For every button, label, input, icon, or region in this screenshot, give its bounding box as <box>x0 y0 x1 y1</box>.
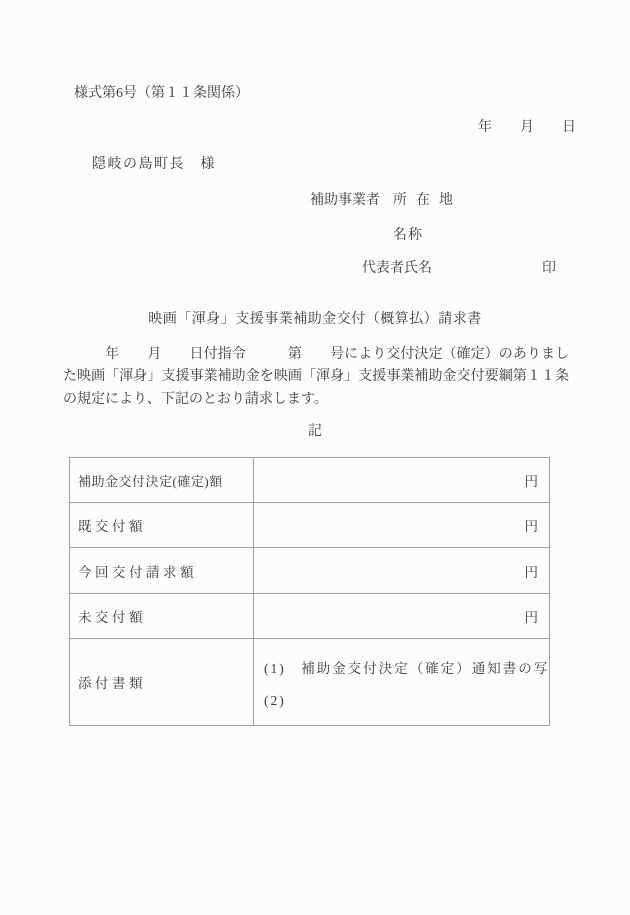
attachment-line-2: (2) <box>264 693 286 708</box>
row-label-cell: 未交付額 <box>70 594 254 639</box>
issue-date-line: 年 月 日 <box>478 120 576 135</box>
attachments-label-cell: 添付書類 <box>70 639 254 726</box>
table-row <box>70 548 550 594</box>
table-row <box>70 594 550 639</box>
applicant-name-label: 名称 <box>393 228 423 243</box>
amount-cell: 円 <box>254 503 550 548</box>
form-number: 様式第6号（第１１条関係） <box>74 86 249 101</box>
request-amount-table <box>69 457 550 726</box>
addressee-line: 隠岐の島町長 様 <box>92 157 216 172</box>
attachment-line-1: (1) 補助金交付決定（確定）通知書の写 <box>264 661 550 676</box>
representative-name-label: 代表者氏名 <box>362 261 432 276</box>
table-row <box>70 458 550 503</box>
amount-cell: 円 <box>254 548 550 594</box>
row-label-cell: 補助金交付決定(確定)額 <box>70 458 254 503</box>
table-row <box>70 639 550 726</box>
request-paragraph: 年 月 日付指令 第 号により交付決定（確定）のありました映画「渾身」支援事業補助金を映画「渾身」支援事業補助金交付要綱第１１条の規定により、下記のとおり請求します。 <box>63 347 569 407</box>
attachments-content-cell <box>254 639 550 726</box>
amount-cell: 円 <box>254 458 550 503</box>
applicant-entity-label: 補助事業者 <box>310 193 380 208</box>
seal-mark: 印 <box>542 261 556 276</box>
applicant-address-label: 所在地 <box>393 193 462 208</box>
row-label-cell: 既交付額 <box>70 503 254 548</box>
table-row <box>70 503 550 548</box>
document-title: 映画「渾身」支援事業補助金交付（概算払）請求書 <box>148 312 482 327</box>
amount-cell: 円 <box>254 594 550 639</box>
row-label-cell: 今回交付請求額 <box>70 548 254 594</box>
record-heading: 記 <box>308 424 322 439</box>
